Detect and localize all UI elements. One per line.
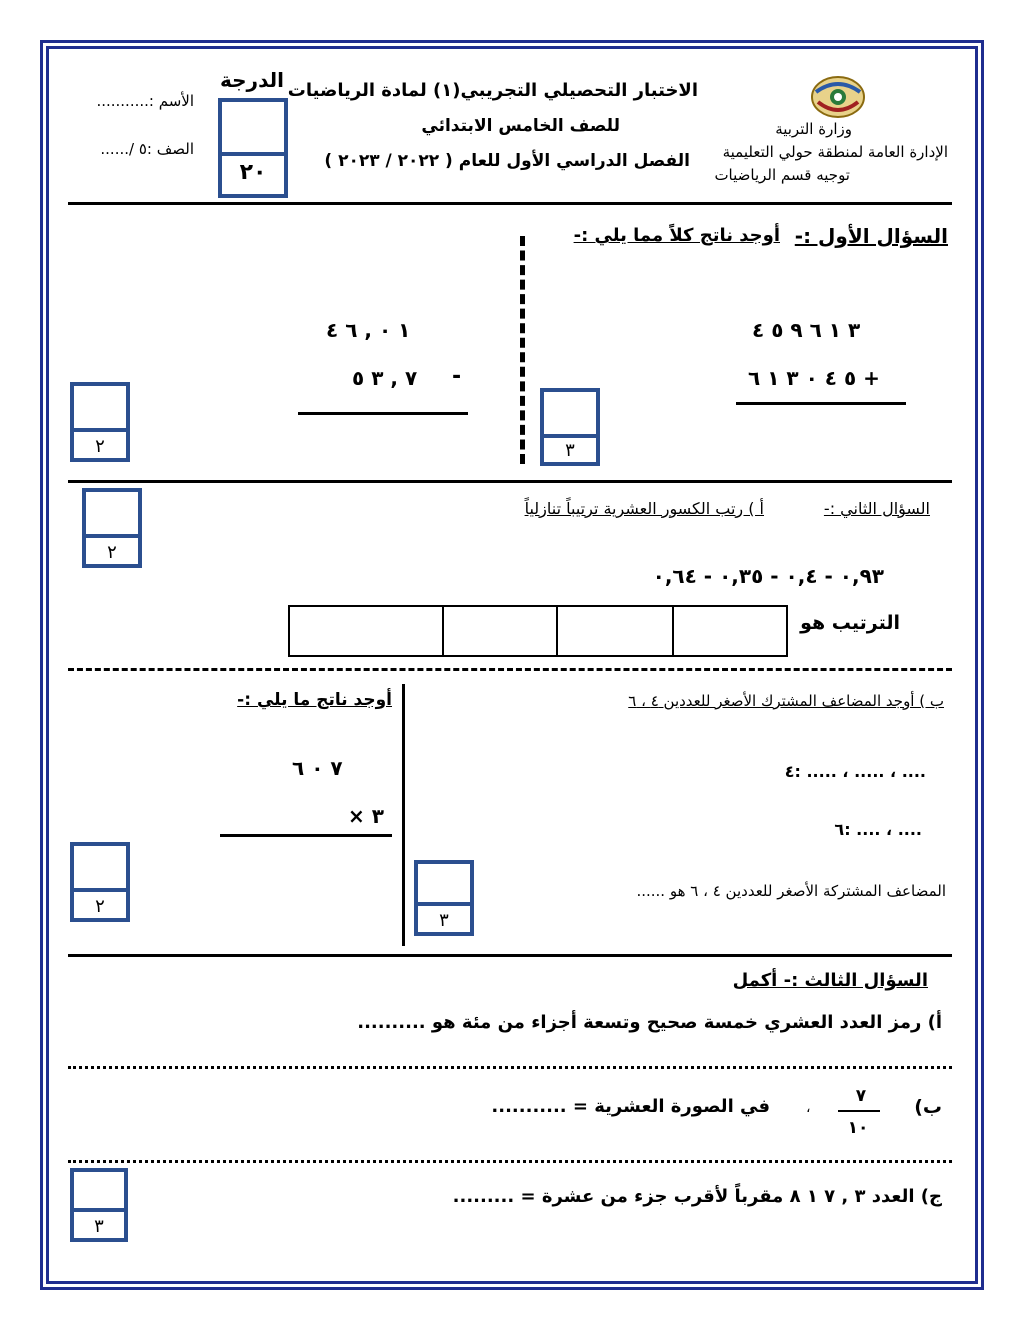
q1-title: السؤال الأول :- [794,224,948,248]
q2a-score-value: ٢ [107,542,117,563]
q2-part-b: ب ) أوجد المضاعف المشترك الأصغر للعددين ٤ ، ٦ [628,692,944,710]
subtraction-bottom-number: ٧ , ٣ ٥ [352,366,418,390]
q3-divider-2 [68,1160,952,1163]
fraction-bar [838,1110,880,1112]
multiplication-top-number: ٧ ٠ ٦ [292,756,343,780]
multiplication-score-value: ٢ [95,896,105,917]
answer-cell-1[interactable] [672,607,786,655]
header-divider [68,202,952,205]
ministry-name: وزارة التربية [775,120,852,138]
total-score-box[interactable] [218,98,288,198]
student-class-field[interactable]: الصف :٥ /...... [100,140,194,158]
addition-bottom-number: ٥ ٤ ٠ ٣ ١ ٦ + [748,366,880,390]
q3-part-a[interactable]: أ) رمز العدد العشري خمسة صحيح وتسعة أجزاء من مئة هو .......... [357,1012,942,1033]
lcm-answer-line[interactable]: المضاعف المشتركة الأصغر للعددين ٤ ، ٦ هو ...... [636,882,946,900]
q1-instruction: أوجد ناتج كلاً مما يلي :- [573,225,780,246]
fraction-separator: ، [806,1100,811,1116]
q3-part-b-text[interactable]: في الصورة العشرية = ........... [491,1096,770,1117]
multiples-of-4[interactable]: ٤: ..... ، ..... ، .... [784,762,926,781]
answer-cell-4[interactable] [290,607,442,655]
fraction-denominator: ١٠ [847,1118,869,1138]
addition-answer-line [736,402,906,405]
q2-end-divider [68,954,952,957]
q2-title: السؤال الثاني :- [823,499,930,518]
student-name-field[interactable]: الأسم :........... [96,92,194,110]
q2b-score-value: ٣ [439,910,449,931]
q2a-score-box[interactable] [82,488,142,568]
q3-title: السؤال الثالث :- أكمل [732,970,928,991]
subtraction-score-value: ٢ [95,436,105,457]
q3-part-c[interactable]: ج) العدد ٣ , ٧ ١ ٨ مقرباً لأقرب جزء من عشرة = ......... [452,1186,942,1207]
exam-term: الفصل الدراسي الأول للعام ( ٢٠٢٢ / ٢٠٢٣ ) [324,151,690,171]
ministry-emblem-icon [808,74,868,120]
q3-score-value: ٣ [94,1216,104,1237]
q3-divider-1 [68,1066,952,1069]
q3-part-b-label: ب) [914,1096,942,1118]
q2-decimal-numbers: ٠,٩٣ - ٠,٤ - ٠,٣٥ - ٠,٦٤ [652,564,884,588]
addition-score-value: ٣ [565,440,575,461]
multiplication-bottom-number: × ٣ [348,804,384,828]
q2-vertical-divider [402,684,405,946]
exam-grade-level: للصف الخامس الابتدائي [421,116,620,136]
subtraction-answer-line [298,412,468,415]
subtraction-sign: - [452,364,462,389]
addition-score-box[interactable] [540,388,600,466]
ordering-answer-table [288,605,788,657]
directorate-name: الإدارة العامة لمنطقة حولي التعليمية [722,143,948,161]
addition-top-number: ٣ ١ ٦ ٩ ٥ ٤ [752,318,861,342]
exam-title: الاختبار التحصيلي التجريبي(١) لمادة الرياضيات [287,80,698,101]
multiplication-score-box[interactable] [70,842,130,922]
multiplication-instruction: أوجد ناتج ما يلي :- [237,690,392,710]
q2-section-divider [68,668,952,671]
q3-score-box[interactable] [70,1168,128,1242]
answer-cell-3[interactable] [442,607,556,655]
multiplication-answer-line [220,834,392,837]
order-label: الترتيب هو [800,612,900,634]
subtraction-top-number: ١ ٠ , ٦ ٤ [326,318,411,342]
answer-cell-2[interactable] [556,607,672,655]
q1-end-divider [68,480,952,483]
grade-label: الدرجة [220,68,284,92]
department-name: توجيه قسم الرياضيات [714,166,850,184]
q2-part-a: أ ) رتب الكسور العشرية ترتيباً تنازلياً [524,499,764,518]
total-score-value: ٢٠ [239,160,267,185]
subtraction-score-box[interactable] [70,382,130,462]
q1-divider [520,236,525,464]
multiples-of-6[interactable]: ٦: .... ، .... [834,820,922,839]
q2b-score-box[interactable] [414,860,474,936]
fraction-numerator: ٧ [855,1086,867,1106]
